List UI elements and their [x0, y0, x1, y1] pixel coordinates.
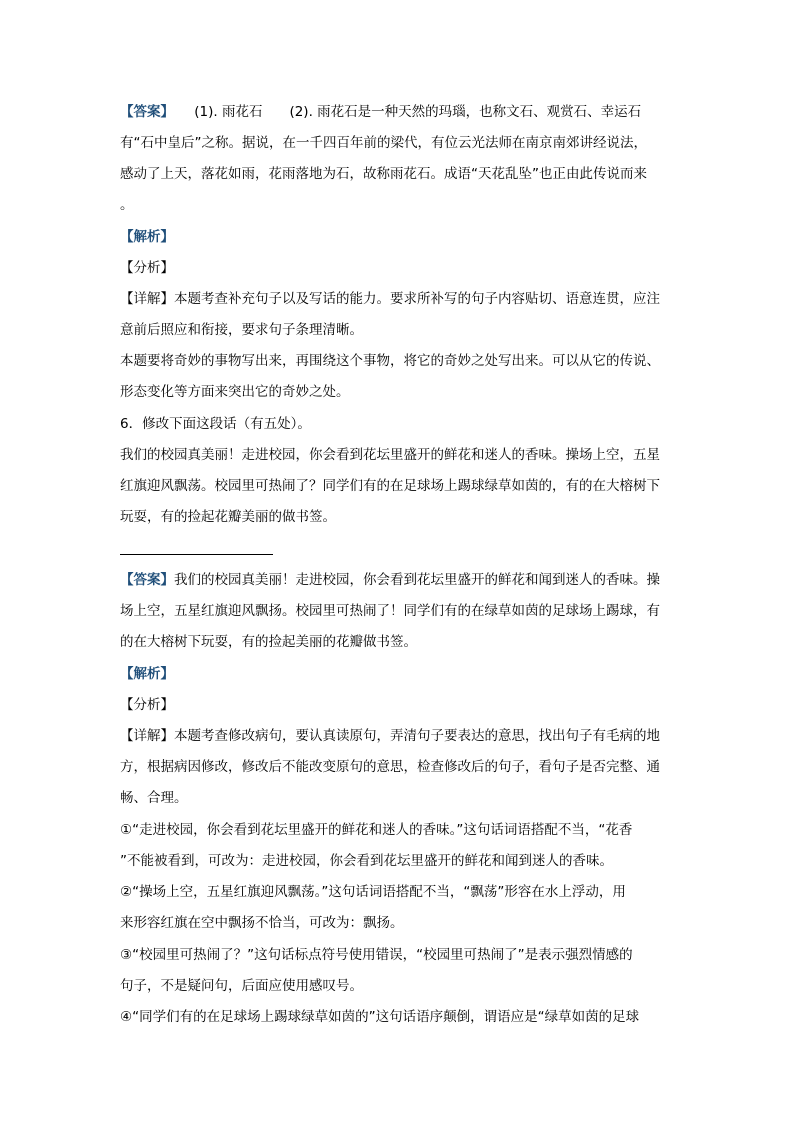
answer2-line-2: 场上空，五星红旗迎风飘扬。校园里可热闹了！同学们有的在绿草如茵的足球场上踢球，有 — [120, 603, 660, 619]
answer2-line-3: 的在大榕树下玩耍，有的捡起美丽的花瓣做书签。 — [120, 634, 417, 650]
answer-tag: 【答案】 — [120, 104, 168, 120]
analysis-tag: 【解析】 — [120, 229, 174, 245]
detail2-point-2a: ②“操场上空，五星红旗迎风飘荡。”这句话词语搭配不当，“飘荡”形容在水上浮动，用 — [120, 884, 626, 900]
detail2-point-4a: ④“同学们有的在足球场上踢球绿草如茵的”这句话语序颠倒，谓语应是“绿草如茵的足球 — [120, 1009, 640, 1025]
answer1-line-3: 感动了上天，落花如雨，花雨落地为石，故称雨花石。成语“天花乱坠”也正由此传说而来 — [120, 166, 647, 182]
answer1-line-4: 。 — [120, 197, 134, 213]
analysis-sub-tag: 【分析】 — [120, 697, 174, 713]
answer-tag: 【答案】 — [120, 572, 174, 588]
detail2-point-3a: ③“校园里可热闹了？”这句话标点符号使用错误，“校园里可热闹了”是表示强烈情感的 — [120, 947, 633, 963]
detail2-line-3: 畅、合理。 — [120, 790, 188, 806]
answer1-text: (1). 雨花石 (2). 雨花石是一种天然的玛瑙，也称文石、观赏石、幸运石 — [167, 104, 642, 120]
analysis-tag: 【解析】 — [120, 666, 174, 682]
question-6-line-2: 红旗迎风飘荡。校园里可热闹了？同学们有的在足球场上踢球绿草如茵的，有的在大榕树下 — [120, 478, 660, 494]
detail1-line-3: 本题要将奇妙的事物写出来，再围绕这个事物，将它的奇妙之处写出来。可以从它的传说、 — [120, 353, 660, 369]
detail2-line-1 — [120, 726, 680, 746]
detail2-text: 本题考查修改病句，要认真读原句，弄清句子要表达的意思，找出句子有毛病的地 — [174, 728, 660, 744]
answer2-line-1 — [120, 570, 680, 590]
analysis-sub-tag: 【分析】 — [120, 260, 174, 276]
detail1-text: 本题考查补充句子以及写话的能力。要求所补写的句子内容贴切、语意连贯，应注 — [174, 291, 660, 307]
detail2-point-1b: ”不能被看到，可改为：走进校园，你会看到花坛里盛开的鲜花和闻到迷人的香味。 — [120, 853, 613, 869]
answer1-line-1 — [120, 102, 680, 122]
detail1-line-2: 意前后照应和衔接，要求句子条理清晰。 — [120, 322, 363, 338]
question-6-line-3: 玩耍，有的捡起花瓣美丽的做书签。 — [120, 509, 336, 525]
question-6-line-1: 我们的校园真美丽！走进校园，你会看到花坛里盛开的鲜花和迷人的香味。操场上空，五星 — [120, 447, 660, 463]
detail2-point-2b: 来形容红旗在空中飘扬不恰当，可改为：飘扬。 — [120, 915, 404, 931]
answer-blank-line — [120, 554, 273, 555]
answer1-line-2: 有“石中皇后”之称。据说，在一千四百年前的梁代，有位云光法师在南京南郊讲经说法， — [120, 135, 647, 151]
detail2-line-2: 方，根据病因修改，修改后不能改变原句的意思，检查修改后的句子，看句子是否完整、通 — [120, 759, 660, 775]
detail2-point-3b: 句子，不是疑问句，后面应使用感叹号。 — [120, 978, 363, 994]
answer2-text: 我们的校园真美丽！走进校园，你会看到花坛里盛开的鲜花和闻到迷人的香味。操 — [174, 572, 660, 588]
detail2-point-1a: ①“走进校园，你会看到花坛里盛开的鲜花和迷人的香味。”这句话词语搭配不当，“花香 — [120, 822, 633, 838]
detail-tag: 【详解】 — [120, 291, 174, 307]
detail1-line-1 — [120, 289, 680, 309]
question-6-title: 6．修改下面这段话（有五处）。 — [120, 416, 311, 432]
detail1-line-4: 形态变化等方面来突出它的奇妙之处。 — [120, 384, 350, 400]
detail-tag: 【详解】 — [120, 728, 174, 744]
